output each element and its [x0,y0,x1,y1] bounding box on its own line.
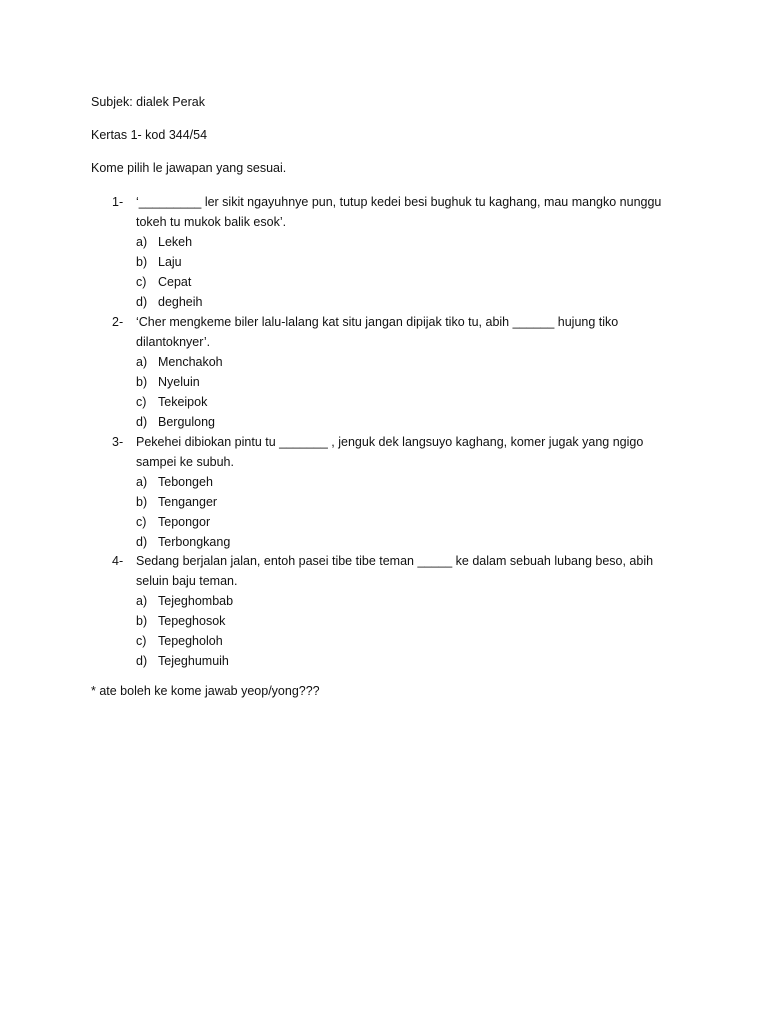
option-letter: b) [136,614,148,628]
option-text: degheih [158,295,203,309]
option-letter: b) [136,495,148,509]
option-letter: a) [136,235,148,249]
option-text: Tenganger [158,495,218,509]
question-number: 4- [112,554,124,568]
option-letter: c) [136,275,147,289]
option-text: Tepeghosok [158,614,226,628]
question-stem: ‘Cher mengkeme biler lalu-lalang kat situ jangan dipijak tiko tu, abih ______ hujung tiko dilantoknyer’. [136,315,619,349]
option-text: Tekeipok [158,395,208,409]
question-number: 1- [112,195,124,209]
option-text: Cepat [158,275,192,289]
question-number: 3- [112,435,124,449]
option-text: Terbongkang [158,535,231,549]
subject-line: Subjek: dialek Perak [91,95,205,109]
option-letter: c) [136,515,147,529]
question-number: 2- [112,315,124,329]
option-text: Lekeh [158,235,193,249]
option-letter: a) [136,355,148,369]
option-letter: b) [136,255,148,269]
option-letter: c) [136,634,147,648]
option-text: Laju [158,255,182,269]
paper-code-line: Kertas 1- kod 344/54 [91,128,208,142]
option-text: Tejeghombab [158,594,234,608]
option-letter: d) [136,654,148,668]
option-letter: c) [136,395,147,409]
instruction-line: Kome pilih le jawapan yang sesuai. [91,161,287,175]
option-letter: a) [136,594,148,608]
option-letter: b) [136,375,148,389]
question-stem: Sedang berjalan jalan, entoh pasei tibe tibe teman _____ ke dalam sebuah lubang beso, abih seluin baju teman. [136,554,654,588]
option-text: Bergulong [158,415,215,429]
option-letter: d) [136,535,148,549]
option-letter: d) [136,295,148,309]
option-text: Tejeghumuih [158,654,229,668]
option-text: Tebongeh [158,475,213,489]
footer-note: * ate boleh ke kome jawab yeop/yong??? [91,684,320,698]
option-text: Nyeluin [158,375,200,389]
option-text: Menchakoh [158,355,223,369]
option-text: Tepegholoh [158,634,223,648]
option-letter: a) [136,475,148,489]
option-text: Tepongor [158,515,211,529]
question-stem: ‘_________ ler sikit ngayuhnye pun, tutup kedei besi bughuk tu kaghang, mau mangko nunggu tokeh tu mukok balik esok’. [136,195,662,229]
option-letter: d) [136,415,148,429]
question-stem: Pekehei dibiokan pintu tu _______ , jenguk dek langsuyo kaghang, komer jugak yang ngigo sampei ke subuh. [136,435,644,469]
